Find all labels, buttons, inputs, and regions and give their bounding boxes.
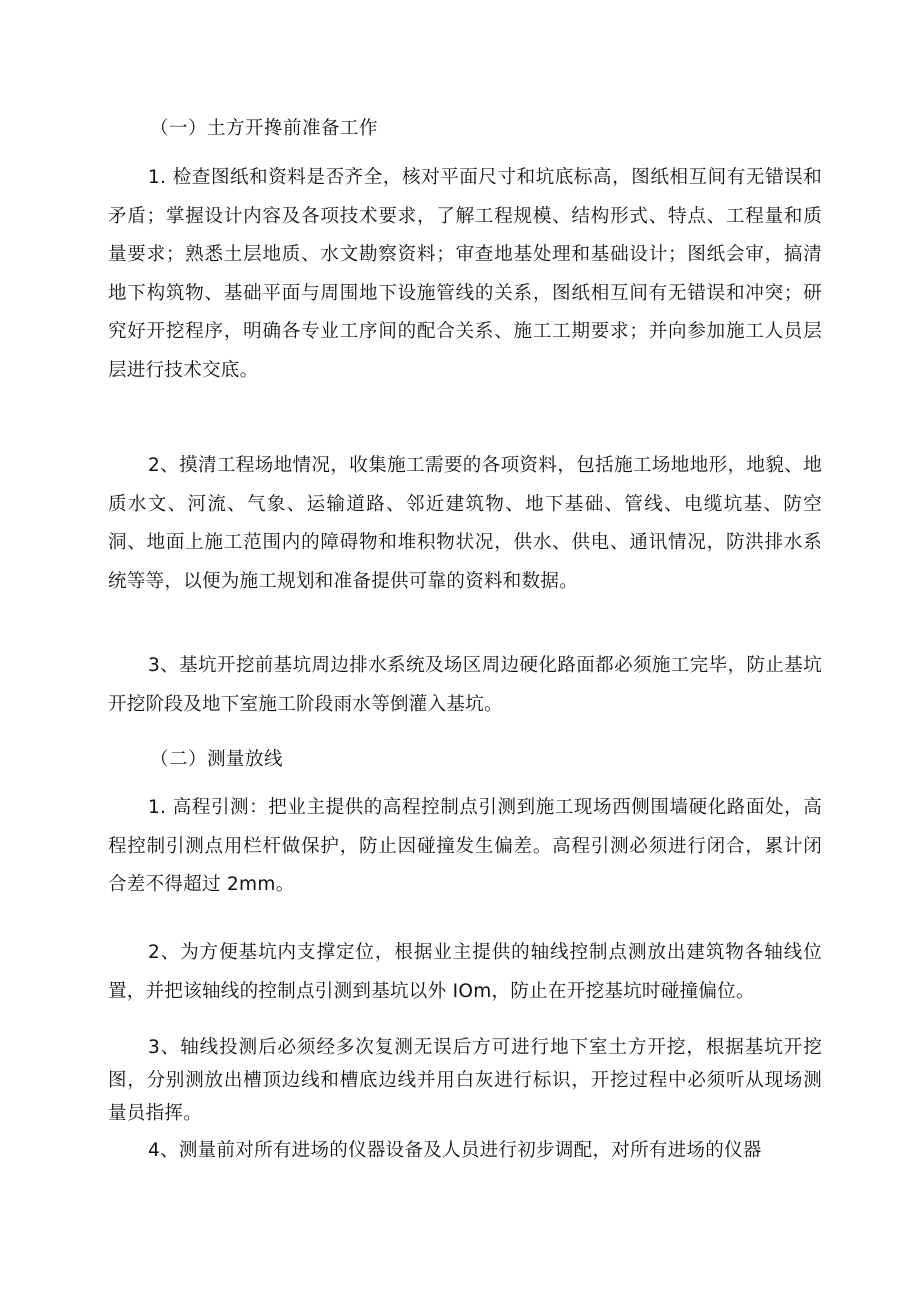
- section1-item3-paragraph: 3、基坑开挖前基坑周边排水系统及场区周边硬化路面都必须施工完毕，防止基坑开挖阶段及地下室施工阶段雨水等倒灌入基坑。: [108, 655, 822, 715]
- section2-item2-paragraph: 2、为方便基坑内支撑定位，根据业主提供的轴线控制点测放出建筑物各轴线位置，并把该轴线的控制点引测到基坑以外 IOm，防止在开挖基坑时碰撞偏位。: [108, 942, 822, 1002]
- section1-item1-paragraph: 1. 检查图纸和资料是否齐全，核对平面尺寸和坑底标高，图纸相互间有无错误和矛盾；掌握设计内容及各项技术要求，了解工程规模、结构形式、特点、工程量和质量要求；熟悉土层地质、水文勘察资料；审查地基处理和基础设计；图纸会审，搞清地下构筑物、基础平面与周围地下设施管线的关系，图纸相互间有无错误和冲突；研究好开挖程序，明确各专业工序间的配合关系、施工工期要求；并向参加施工人员层层进行技术交底。: [108, 167, 822, 381]
- section1-heading: （一）土方开搀前准备工作: [150, 118, 379, 139]
- section2-item1-paragraph: 1. 高程引测：把业主提供的高程控制点引测到施工现场西侧围墙硬化路面处，高程控制引测点用栏杆做保护，防止因碰撞发生偏差。高程引测必须进行闭合，累计闭合差不得超过 2mm。: [108, 797, 822, 896]
- section2-heading: （二）测量放线: [150, 749, 284, 770]
- section2-item4-paragraph: 4、测量前对所有进场的仪器设备及人员进行初步调配，对所有进场的仪器: [148, 1140, 762, 1161]
- section1-item2-paragraph: 2、摸清工程场地情况，收集施工需要的各项资料，包括施工场地地形，地貌、地质水文、河流、气象、运输道路、邻近建筑物、地下基础、管线、电缆坑基、防空洞、地面上施工范围内的障碍物和堆积物状况，供水、供电、通讯情况，防洪排水系统等等，以便为施工规划和准备提供可靠的资料和数据。: [108, 455, 822, 592]
- section2-item3-paragraph: 3、轴线投测后必须经多次复测无误后方可进行地下室土方开挖，根据基坑开挖图，分别测放出槽顶边线和槽底边线并用白灰进行标识，开挖过程中必须听从现场测量员指挥。: [108, 1037, 822, 1124]
